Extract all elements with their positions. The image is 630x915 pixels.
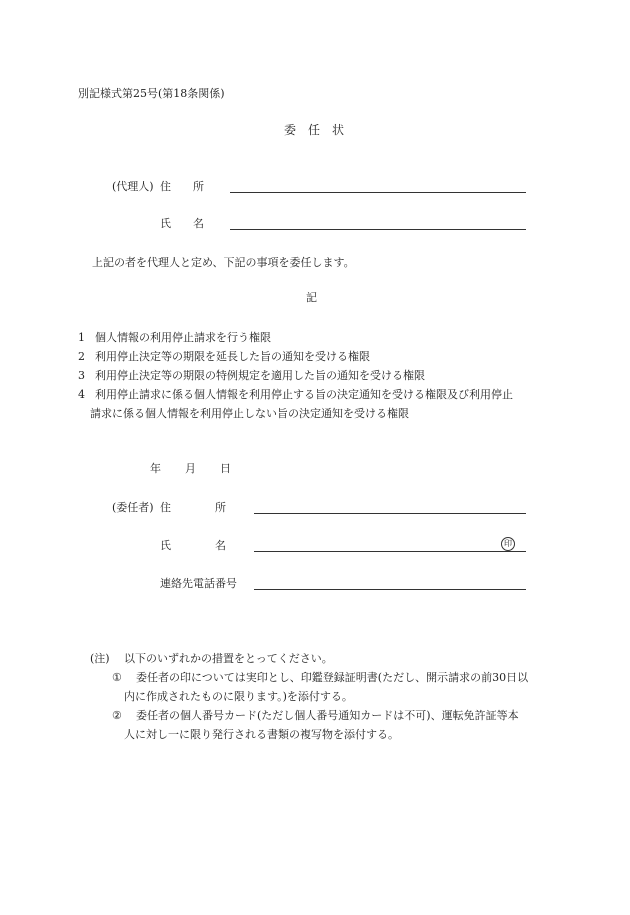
principal-role: (委任者) [112, 501, 154, 514]
note-1-mark: ① [112, 671, 122, 684]
notes-intro: 以下のいずれかの措置をとってください。 [124, 652, 333, 665]
date-day: 日 [220, 462, 231, 475]
item-text: 利用停止決定等の期限の特例規定を適用した旨の通知を受ける権限 [95, 369, 425, 382]
note-2-text: 委任者の個人番号カード(ただし個人番号通知カードは不可)、運転免許証等本 [136, 709, 519, 722]
agent-role: (代理人) [112, 180, 154, 193]
principal-address-line[interactable] [254, 513, 526, 514]
principal-name-label: 氏 名 [160, 539, 226, 552]
notes-label: (注) [90, 652, 110, 665]
form-number: 別記様式第25号(第18条関係) [78, 87, 225, 100]
item-number: 3 [78, 369, 85, 382]
item-number: 4 [78, 388, 85, 401]
principal-address-label: 住 所 [160, 501, 226, 514]
seal-mark-icon: 印 [501, 537, 515, 551]
note-2-text-continued: 人に対し一に限り発行される書類の複写物を添付する。 [124, 728, 399, 741]
principal-phone-line[interactable] [254, 589, 526, 590]
item-text: 個人情報の利用停止請求を行う権限 [95, 331, 271, 344]
item-number: 1 [78, 331, 85, 344]
date-month: 月 [185, 462, 196, 475]
item-text: 利用停止請求に係る個人情報を利用停止する旨の決定通知を受ける権限及び利用停止 [95, 388, 513, 401]
agent-name-label: 氏 名 [160, 217, 204, 230]
note-1-text-continued: 内に作成されたものに限ります。)を添付する。 [124, 690, 353, 703]
item-number: 2 [78, 350, 85, 363]
item-text: 利用停止決定等の期限を延長した旨の通知を受ける権限 [95, 350, 370, 363]
note-2-mark: ② [112, 709, 122, 722]
agent-address-line[interactable] [230, 192, 526, 193]
item-text-continued: 請求に係る個人情報を利用停止しない旨の決定通知を受ける権限 [90, 407, 409, 420]
date-year: 年 [150, 462, 161, 475]
ki-heading: 記 [306, 291, 317, 304]
principal-phone-label: 連絡先電話番号 [160, 577, 237, 590]
document-title: 委 任 状 [284, 123, 345, 137]
agent-address-label: 住 所 [160, 180, 204, 193]
principal-name-line[interactable] [254, 551, 526, 552]
agent-name-line[interactable] [230, 229, 526, 230]
note-1-text: 委任者の印については実印とし、印鑑登録証明書(ただし、開示請求の前30日以 [136, 671, 529, 684]
delegation-statement: 上記の者を代理人と定め、下記の事項を委任します。 [92, 256, 355, 269]
